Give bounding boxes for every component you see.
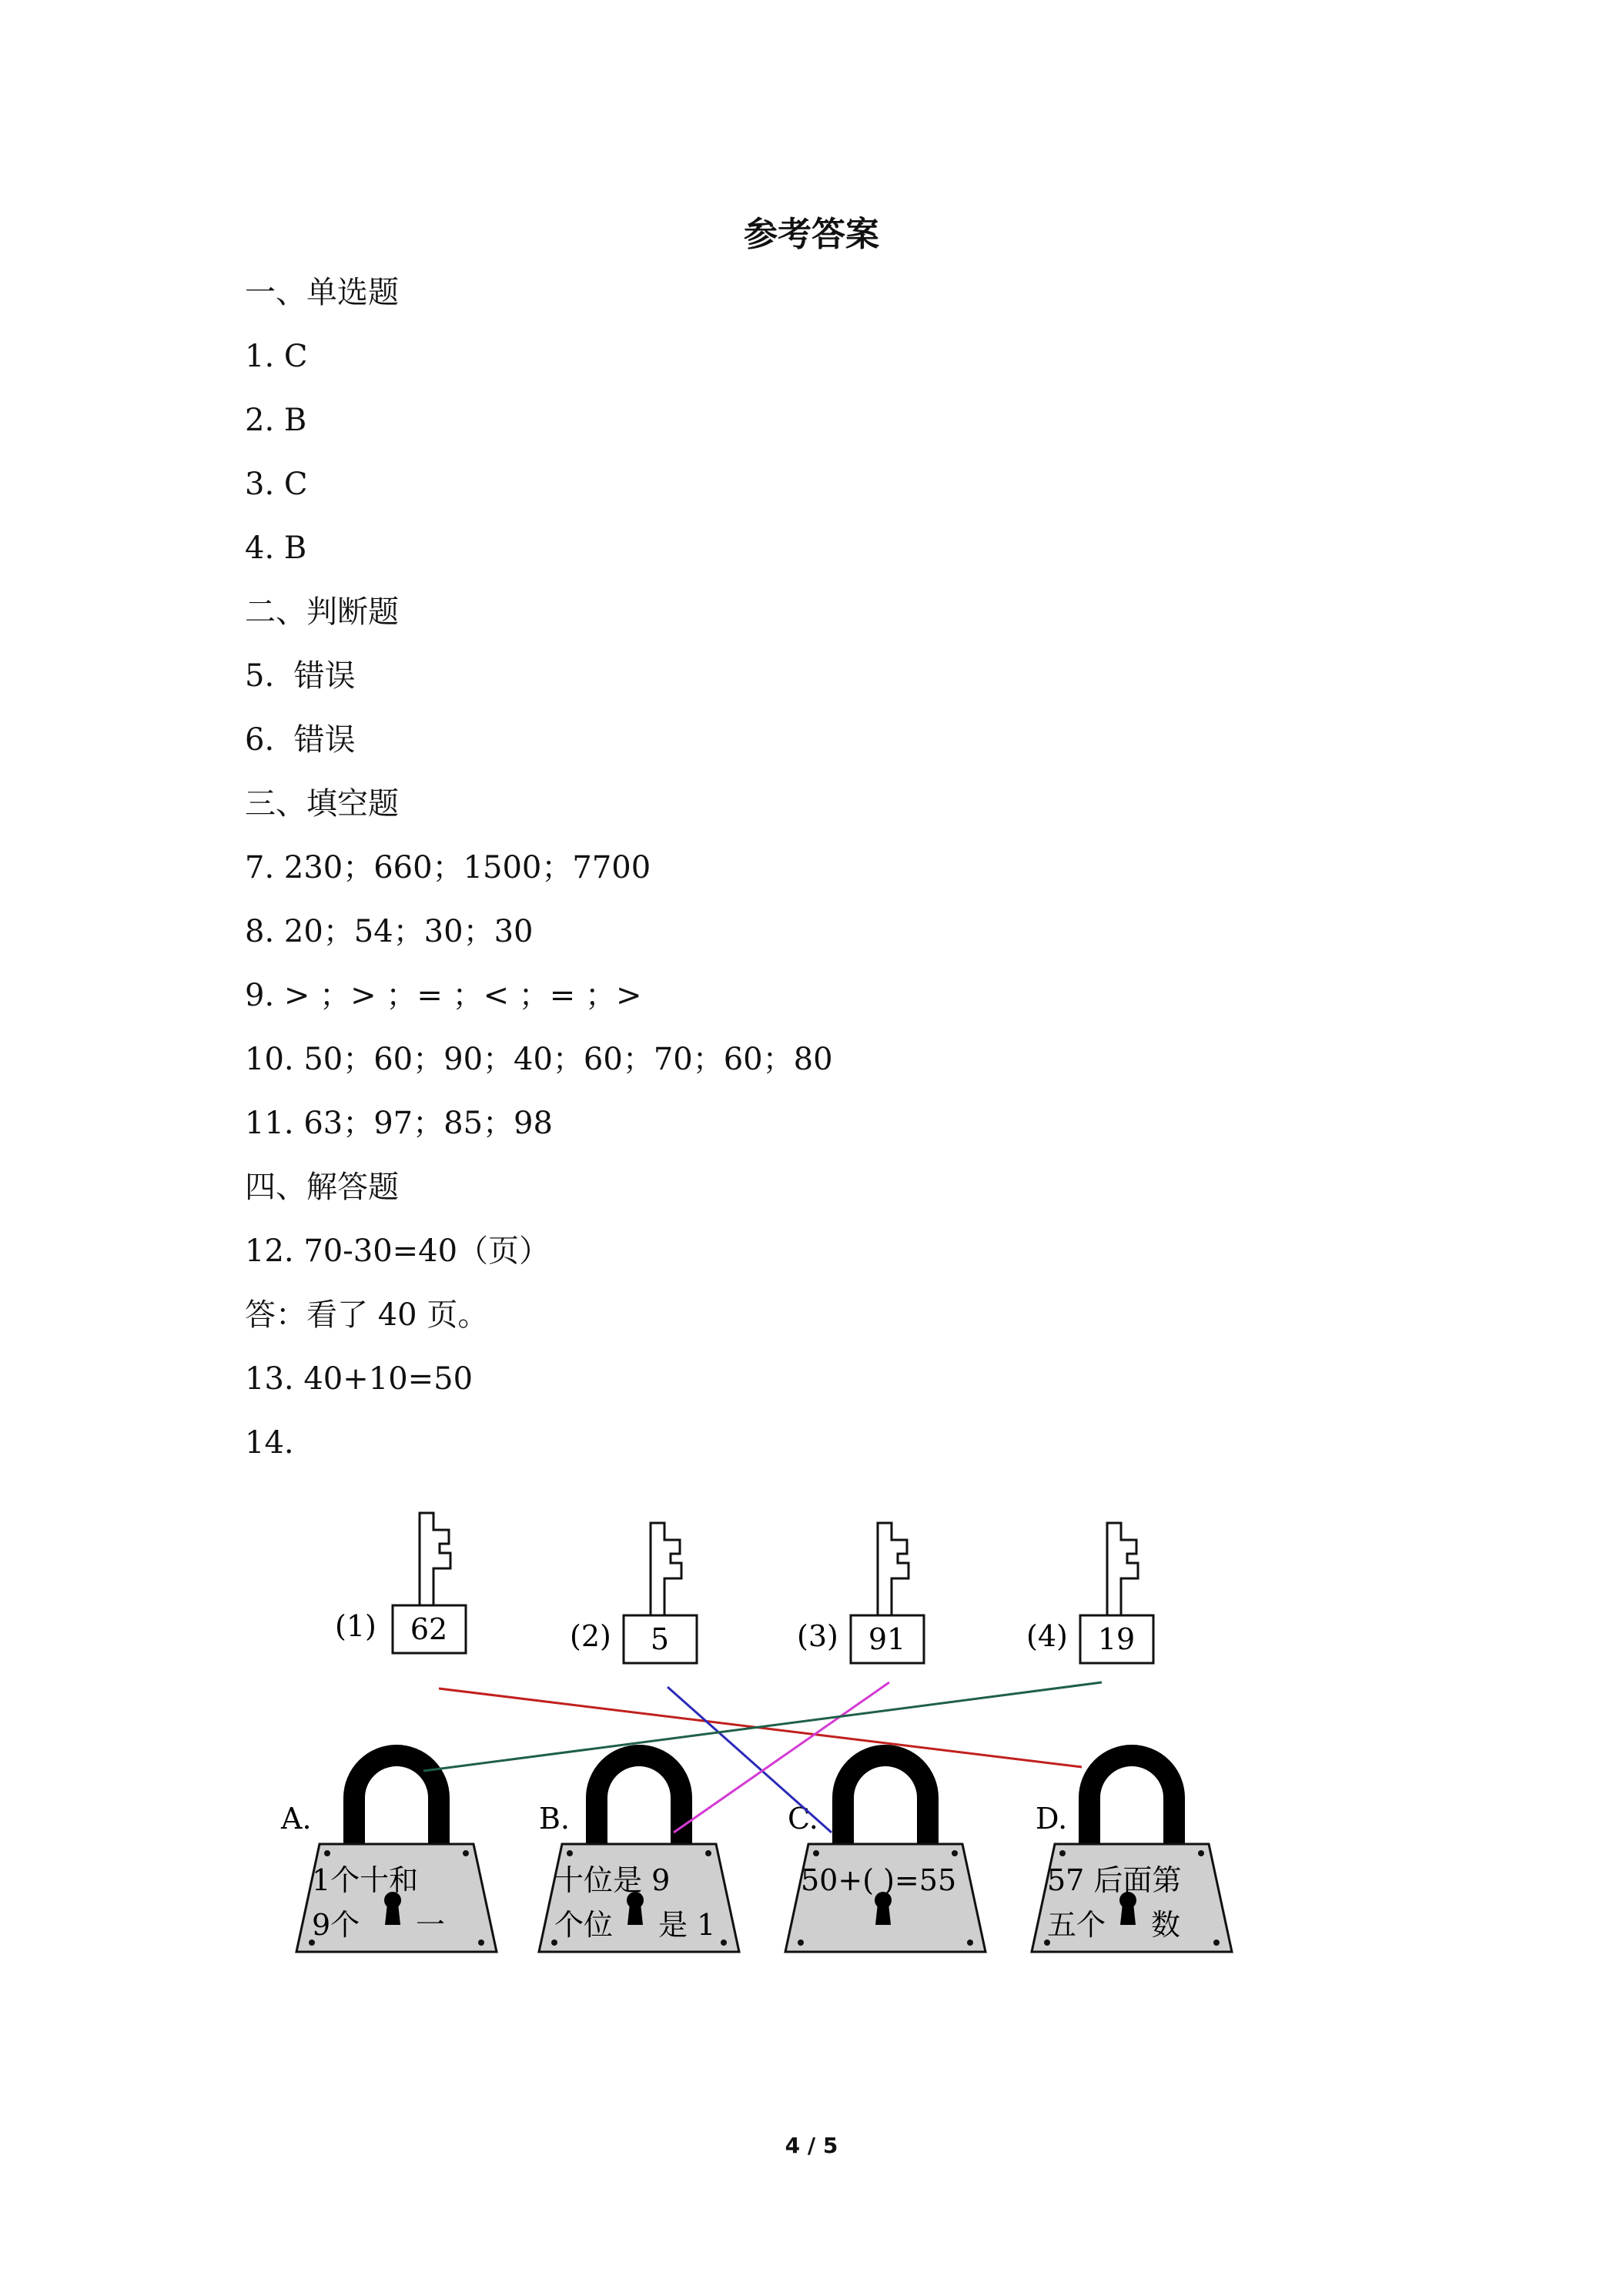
lock-rivet (478, 1940, 484, 1946)
lock-rivet (952, 1850, 958, 1856)
key-3 (797, 1523, 924, 1663)
lock-b (539, 1755, 739, 1952)
answer-line: 10. 50；60；90；40；60；70；60；80 (245, 1042, 833, 1077)
lock-clue-line1: 1个十和 (312, 1863, 419, 1897)
answer-line: 三、填空题 (245, 786, 399, 822)
key-label: (4) (1026, 1619, 1068, 1653)
answer-line: 12. 70-30=40（页） (245, 1233, 550, 1269)
lock-rivet (798, 1940, 804, 1946)
answer-line: 14. (245, 1425, 294, 1461)
answer-line: 4. B (245, 530, 307, 566)
answer-line: 1. C (245, 339, 308, 374)
lock-label: A. (281, 1802, 312, 1836)
key-shaft (1107, 1523, 1138, 1615)
lock-label: D. (1036, 1802, 1068, 1836)
lock-clue-line1: 57 后面第 (1047, 1863, 1182, 1897)
lock-rivet (567, 1850, 573, 1856)
lock-clue-line2-end: 是 1 (658, 1908, 716, 1942)
lock-clue-line2: 个位 (554, 1908, 614, 1942)
lock-shackle (843, 1755, 928, 1844)
key-number: 91 (868, 1622, 906, 1656)
answer-line: 11. 63；97；85；98 (245, 1106, 553, 1141)
key-number: 62 (410, 1612, 448, 1646)
lock-clue-line2: 9个 (312, 1908, 360, 1942)
lock-clue-line2-end: 数 (1151, 1908, 1181, 1942)
lock-rivet (721, 1940, 727, 1946)
keyhole-slot (1120, 1903, 1136, 1925)
key-label: (1) (335, 1609, 376, 1643)
lock-clue-line2: 五个 (1047, 1908, 1106, 1942)
key-shaft (651, 1523, 681, 1615)
lock-rivet (813, 1850, 819, 1856)
lock-rivet (1213, 1940, 1220, 1946)
page-title: 参考答案 (744, 215, 879, 254)
lock-shackle (1089, 1755, 1174, 1844)
keyhole-slot (385, 1903, 400, 1925)
lock-rivet (1059, 1850, 1066, 1856)
lock-label: C. (788, 1802, 818, 1836)
lock-a (280, 1755, 497, 1952)
key-1 (335, 1513, 466, 1653)
keys-locks-matching-figure (273, 1505, 1290, 2029)
lock-clue-line2-end: 一 (416, 1908, 446, 1942)
lock-rivet (1198, 1850, 1204, 1856)
key-shaft (420, 1513, 450, 1605)
lock-c (785, 1755, 986, 1952)
answer-line: 2. B (245, 403, 307, 438)
answer-line: 3. C (245, 467, 308, 502)
key-label: (2) (570, 1619, 611, 1653)
lock-rivet (967, 1940, 973, 1946)
lock-clue-line1: 十位是 9 (554, 1863, 671, 1897)
answer-list (245, 273, 1400, 1488)
answer-line: 8. 20；54；30；30 (245, 914, 534, 949)
lock-label: B. (539, 1802, 571, 1836)
key-number: 19 (1097, 1622, 1136, 1656)
keyhole-slot (627, 1903, 643, 1925)
answer-line: 5. 错误 (245, 658, 356, 694)
answer-line: 一、单选题 (245, 275, 399, 310)
key-2 (570, 1523, 697, 1663)
key-4 (1026, 1523, 1153, 1663)
answer-line: 答：看了 40 页。 (245, 1297, 489, 1333)
lock-rivet (324, 1850, 330, 1856)
answer-line: 7. 230；660；1500；7700 (245, 850, 651, 885)
keyhole-slot (875, 1903, 891, 1925)
lock-rivet (705, 1850, 711, 1856)
answer-line: 6. 错误 (245, 722, 356, 758)
lock-shackle (354, 1755, 439, 1844)
page-number: 4 / 5 (785, 2133, 838, 2158)
key-shaft (878, 1523, 909, 1615)
key-label: (3) (797, 1619, 838, 1653)
answer-line: 二、判断题 (245, 594, 399, 630)
lock-rivet (463, 1850, 469, 1856)
lock-d (1032, 1755, 1232, 1952)
answer-line: 13. 40+10=50 (245, 1361, 474, 1397)
answer-line: 9. > ；> ；= ；< ；= ；> (245, 978, 642, 1013)
lock-clue-line1: 50+( )=55 (801, 1863, 957, 1897)
key-number: 5 (650, 1622, 670, 1656)
lock-shackle (597, 1755, 681, 1844)
answer-line: 四、解答题 (245, 1170, 399, 1205)
